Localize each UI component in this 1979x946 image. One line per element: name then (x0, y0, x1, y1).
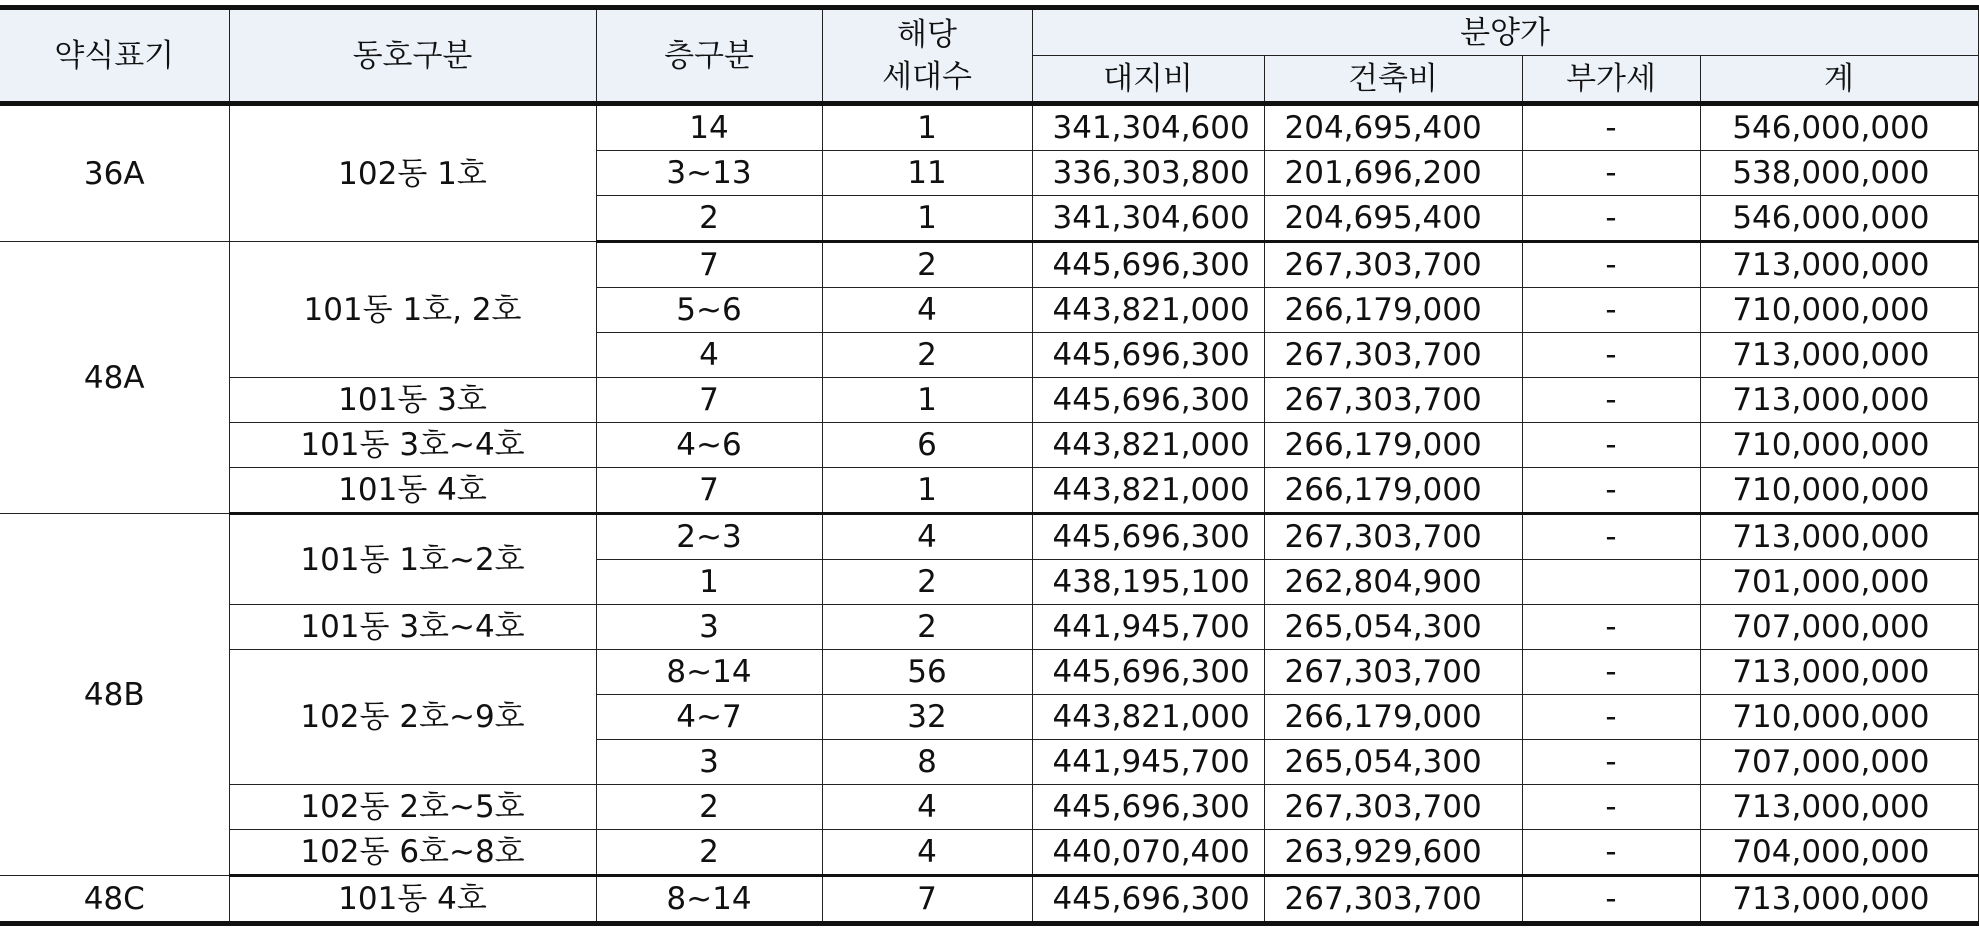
unit-cell: 101동 3호~4호 (229, 605, 596, 650)
building-cell: 267,303,700 (1264, 514, 1522, 560)
households-cell: 1 (822, 196, 1032, 242)
total-cell: 704,000,000 (1700, 830, 1979, 876)
header-land: 대지비 (1032, 56, 1264, 104)
unit-cell: 101동 1호, 2호 (229, 242, 596, 378)
unit-cell: 101동 3호 (229, 378, 596, 423)
table-row (0, 104, 1979, 151)
households-cell: 4 (822, 830, 1032, 876)
building-cell: 266,179,000 (1264, 288, 1522, 333)
vat-cell: - (1522, 650, 1700, 695)
building-cell: 262,804,900 (1264, 560, 1522, 605)
vat-cell: - (1522, 785, 1700, 830)
table-row (0, 514, 1979, 560)
header-building: 건축비 (1264, 56, 1522, 104)
total-cell: 713,000,000 (1700, 876, 1979, 924)
table-row (0, 242, 1979, 288)
vat-cell: - (1522, 740, 1700, 785)
households-cell: 2 (822, 333, 1032, 378)
floor-cell: 2~3 (596, 514, 822, 560)
land-cell: 441,945,700 (1032, 605, 1264, 650)
table-row (0, 650, 1979, 695)
vat-cell: - (1522, 196, 1700, 242)
total-cell: 546,000,000 (1700, 196, 1979, 242)
type-cell: 48B (0, 514, 229, 876)
total-cell: 710,000,000 (1700, 423, 1979, 468)
floor-cell: 7 (596, 378, 822, 423)
header-households-line1: 해당 (897, 16, 957, 53)
land-cell: 443,821,000 (1032, 288, 1264, 333)
land-cell: 445,696,300 (1032, 876, 1264, 924)
total-cell: 707,000,000 (1700, 605, 1979, 650)
table-row (0, 605, 1979, 650)
vat-cell (1522, 560, 1700, 605)
land-cell: 441,945,700 (1032, 740, 1264, 785)
land-cell: 445,696,300 (1032, 242, 1264, 288)
header-households-line2: 세대수 (882, 58, 972, 95)
floor-cell: 4~7 (596, 695, 822, 740)
households-cell: 4 (822, 514, 1032, 560)
households-cell: 4 (822, 785, 1032, 830)
type-cell: 48C (0, 876, 229, 924)
households-cell: 56 (822, 650, 1032, 695)
type-cell: 36A (0, 104, 229, 242)
total-cell: 546,000,000 (1700, 104, 1979, 151)
households-cell: 1 (822, 104, 1032, 151)
land-cell: 336,303,800 (1032, 151, 1264, 196)
total-cell: 710,000,000 (1700, 695, 1979, 740)
total-cell: 713,000,000 (1700, 378, 1979, 423)
unit-cell: 102동 2호~5호 (229, 785, 596, 830)
vat-cell: - (1522, 695, 1700, 740)
unit-cell: 102동 6호~8호 (229, 830, 596, 876)
building-cell: 266,179,000 (1264, 423, 1522, 468)
land-cell: 341,304,600 (1032, 104, 1264, 151)
price-table (0, 5, 1979, 926)
households-cell: 2 (822, 242, 1032, 288)
floor-cell: 2 (596, 830, 822, 876)
vat-cell: - (1522, 288, 1700, 333)
unit-cell: 101동 1호~2호 (229, 514, 596, 605)
floor-cell: 7 (596, 242, 822, 288)
households-cell: 2 (822, 560, 1032, 605)
building-cell: 265,054,300 (1264, 740, 1522, 785)
type-cell: 48A (0, 242, 229, 514)
building-cell: 267,303,700 (1264, 785, 1522, 830)
table-body (0, 104, 1979, 924)
building-cell: 204,695,400 (1264, 196, 1522, 242)
total-cell: 713,000,000 (1700, 650, 1979, 695)
floor-cell: 2 (596, 196, 822, 242)
building-cell: 266,179,000 (1264, 695, 1522, 740)
table-row (0, 378, 1979, 423)
total-cell: 707,000,000 (1700, 740, 1979, 785)
households-cell: 7 (822, 876, 1032, 924)
floor-cell: 7 (596, 468, 822, 514)
households-cell: 8 (822, 740, 1032, 785)
vat-cell: - (1522, 423, 1700, 468)
table-row (0, 468, 1979, 514)
households-cell: 1 (822, 378, 1032, 423)
households-cell: 2 (822, 605, 1032, 650)
building-cell: 201,696,200 (1264, 151, 1522, 196)
unit-cell: 102동 1호 (229, 104, 596, 242)
households-cell: 4 (822, 288, 1032, 333)
households-cell: 11 (822, 151, 1032, 196)
building-cell: 267,303,700 (1264, 378, 1522, 423)
land-cell: 445,696,300 (1032, 333, 1264, 378)
vat-cell: - (1522, 333, 1700, 378)
total-cell: 538,000,000 (1700, 151, 1979, 196)
building-cell: 265,054,300 (1264, 605, 1522, 650)
land-cell: 443,821,000 (1032, 468, 1264, 514)
households-cell: 6 (822, 423, 1032, 468)
floor-cell: 3~13 (596, 151, 822, 196)
land-cell: 445,696,300 (1032, 514, 1264, 560)
vat-cell: - (1522, 514, 1700, 560)
land-cell: 443,821,000 (1032, 423, 1264, 468)
floor-cell: 4 (596, 333, 822, 378)
floor-cell: 3 (596, 605, 822, 650)
building-cell: 204,695,400 (1264, 104, 1522, 151)
land-cell: 440,070,400 (1032, 830, 1264, 876)
vat-cell: - (1522, 468, 1700, 514)
header-total: 계 (1700, 56, 1979, 104)
header-type: 약식표기 (0, 8, 229, 104)
header-price-group: 분양가 (1032, 8, 1979, 56)
total-cell: 713,000,000 (1700, 785, 1979, 830)
floor-cell: 4~6 (596, 423, 822, 468)
header-floor: 층구분 (596, 8, 822, 104)
floor-cell: 3 (596, 740, 822, 785)
total-cell: 710,000,000 (1700, 468, 1979, 514)
land-cell: 445,696,300 (1032, 378, 1264, 423)
total-cell: 713,000,000 (1700, 514, 1979, 560)
floor-cell: 2 (596, 785, 822, 830)
table-row (0, 423, 1979, 468)
unit-cell: 101동 4호 (229, 468, 596, 514)
table-row (0, 876, 1979, 924)
households-cell: 1 (822, 468, 1032, 514)
header-unit: 동호구분 (229, 8, 596, 104)
households-cell: 32 (822, 695, 1032, 740)
vat-cell: - (1522, 605, 1700, 650)
floor-cell: 8~14 (596, 650, 822, 695)
building-cell: 267,303,700 (1264, 242, 1522, 288)
building-cell: 267,303,700 (1264, 876, 1522, 924)
total-cell: 701,000,000 (1700, 560, 1979, 605)
vat-cell: - (1522, 242, 1700, 288)
floor-cell: 8~14 (596, 876, 822, 924)
header-households (822, 8, 1032, 104)
table-row (0, 830, 1979, 876)
total-cell: 710,000,000 (1700, 288, 1979, 333)
land-cell: 443,821,000 (1032, 695, 1264, 740)
unit-cell: 101동 3호~4호 (229, 423, 596, 468)
vat-cell: - (1522, 876, 1700, 924)
table-row (0, 785, 1979, 830)
unit-cell: 102동 2호~9호 (229, 650, 596, 785)
floor-cell: 14 (596, 104, 822, 151)
land-cell: 438,195,100 (1032, 560, 1264, 605)
total-cell: 713,000,000 (1700, 333, 1979, 378)
land-cell: 445,696,300 (1032, 785, 1264, 830)
floor-cell: 1 (596, 560, 822, 605)
floor-cell: 5~6 (596, 288, 822, 333)
building-cell: 263,929,600 (1264, 830, 1522, 876)
land-cell: 445,696,300 (1032, 650, 1264, 695)
vat-cell: - (1522, 104, 1700, 151)
land-cell: 341,304,600 (1032, 196, 1264, 242)
vat-cell: - (1522, 830, 1700, 876)
building-cell: 267,303,700 (1264, 650, 1522, 695)
vat-cell: - (1522, 151, 1700, 196)
total-cell: 713,000,000 (1700, 242, 1979, 288)
unit-cell: 101동 4호 (229, 876, 596, 924)
vat-cell: - (1522, 378, 1700, 423)
header-vat: 부가세 (1522, 56, 1700, 104)
building-cell: 266,179,000 (1264, 468, 1522, 514)
table-header (0, 8, 1979, 104)
building-cell: 267,303,700 (1264, 333, 1522, 378)
